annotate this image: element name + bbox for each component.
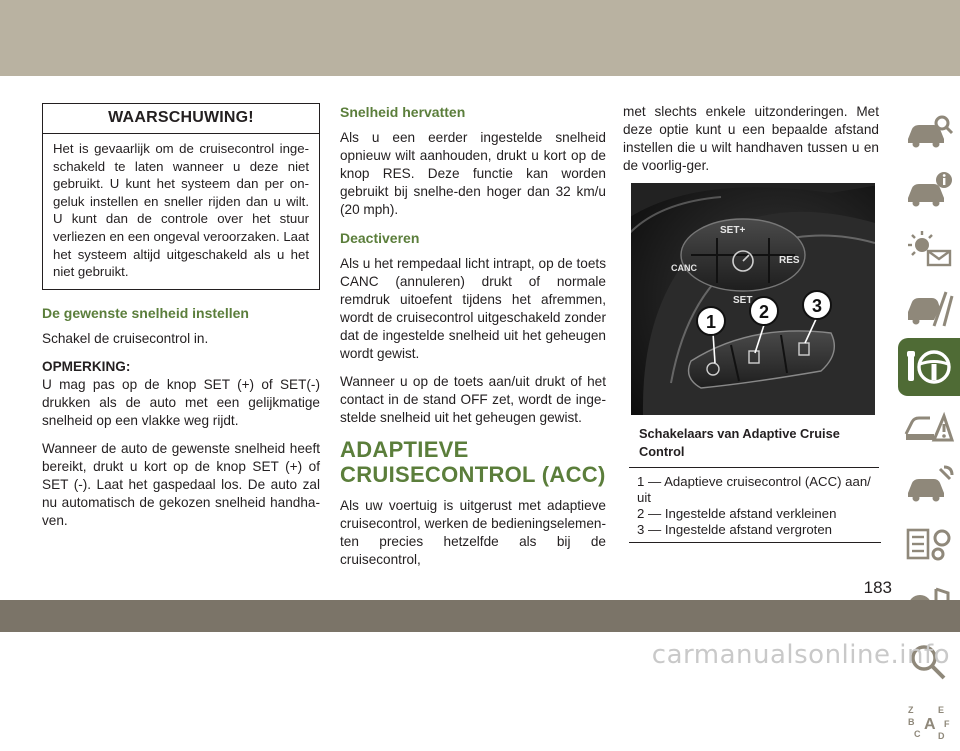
tab-emergency[interactable] <box>898 397 960 456</box>
paragraph-enable-cruise: Schakel de cruisecontrol in. <box>42 330 209 346</box>
tab-starting-operating[interactable] <box>898 338 960 397</box>
callout-1: 1 <box>705 312 717 332</box>
specs-gears-icon <box>904 524 954 564</box>
callout-3: 3 <box>811 296 823 316</box>
section-title-line2: CRUISECONTROL (ACC) <box>340 462 606 487</box>
warning-lights-envelope-icon <box>904 229 954 269</box>
paragraph-acc-continued: met slechts enkele uitzonderingen. Met deze optie kunt u een bepaalde afstand instellen die u wilt handhaven tussen u en de voorlig-ger. <box>623 104 879 173</box>
legend-divider <box>629 542 881 543</box>
label-set-plus: SET+ <box>720 225 746 236</box>
note-text: U mag pas op de knop SET (+) of SET(-) drukken als de auto met een gelijkmatige snelheid op een vlakke weg rijdt. <box>42 376 320 428</box>
heading-deactivate: Deactiveren <box>340 230 420 246</box>
svg-text:F: F <box>944 719 950 729</box>
callout-2: 2 <box>758 302 770 322</box>
steering-wheel-controls-photo <box>631 183 875 415</box>
heading-set-speed: De gewenste snelheid instellen <box>42 304 249 321</box>
steering-wheel-key-icon <box>904 347 954 387</box>
tab-alphabetical-index[interactable] <box>898 692 960 751</box>
paragraph-reach-speed: Wanneer de auto de gewenste snelheid heeft bereikt, drukt u kort op de knop SET (+) of SET (-). Laat het gaspedaal los. De auto zal nu automatisch de gekozen snelheid handha-ven. <box>42 440 320 528</box>
paragraph-resume: Als u een eerder ingestelde snelheid opnieuw wilt aanhouden, drukt u kort op de knop RES. Deze functie kan worden gebruikt bij snelhe-den hoger dan 32 km/u (20 mph). <box>340 130 606 217</box>
label-canc: CANC <box>671 263 697 273</box>
warning-box <box>42 103 320 290</box>
car-emergency-icon <box>904 406 954 446</box>
column-middle <box>340 103 606 579</box>
steering-wheel-illustration <box>631 183 875 415</box>
tab-safety[interactable] <box>898 279 960 338</box>
paragraph-deactivate-brake: Als u het rempedaal licht intrapt, op de toets CANC (annuleren) drukt of normale remdruk uitoefent tijdens het afremmen, wordt de cruisecontrol uitgeschakeld zonder dat de ingestelde snelheid uit het geheugen wordt gewist. <box>340 256 606 361</box>
label-res: RES <box>779 255 800 266</box>
svg-text:A: A <box>924 716 936 733</box>
tab-servicing[interactable] <box>898 456 960 515</box>
svg-text:B: B <box>908 717 915 727</box>
note-label: OPMERKING: <box>42 358 131 374</box>
svg-text:D: D <box>938 731 945 741</box>
tab-car-info[interactable] <box>898 161 960 220</box>
caption-divider <box>629 467 879 468</box>
warning-text: Het is gevaarlijk om de cruisecontrol inge-schakeld te laten wanneer u deze niet gebruikt. U kunt het systeem dan per on-geluk instellen en sneller rijden dan u wilt. U kunt dan de controle over het stuur verliezen en een ongeval veroorzaken. Laat het systeem altijd uitgeschakeld als u het niet gebruikt. <box>53 141 309 280</box>
svg-text:Z: Z <box>908 705 914 715</box>
column-left <box>42 103 320 540</box>
alphabet-index-icon <box>904 701 954 741</box>
watermark: carmanualsonline.info <box>651 640 950 670</box>
figure-caption-title: Schakelaars van Adaptive Cruise Control <box>639 426 840 459</box>
paragraph-acc-intro: Als uw voertuig is uitgerust met adaptieve cruisecontrol, werken de bedieningselemen-ten precies hetzelfde als bij de cruisecontrol, <box>340 498 606 567</box>
car-magnifier-icon <box>904 111 954 151</box>
section-title-acc <box>340 437 606 487</box>
car-wrench-icon <box>904 465 954 505</box>
column-right <box>623 103 879 543</box>
top-decorative-band <box>0 0 960 76</box>
tab-specifications[interactable] <box>898 515 960 574</box>
legend-item: 1 — Adaptieve cruisecontrol (ACC) aan/ uit <box>637 474 871 505</box>
legend-item: 2 — Ingestelde afstand verkleinen <box>637 506 837 521</box>
tab-warning-lights[interactable] <box>898 220 960 279</box>
figure-legend <box>637 474 879 538</box>
tab-car-magnifier[interactable] <box>898 102 960 161</box>
section-title-line1: ADAPTIEVE <box>340 437 469 462</box>
car-road-safety-icon <box>904 288 954 328</box>
bottom-decorative-band <box>0 600 960 632</box>
page-number: 183 <box>863 578 892 597</box>
paragraph-deactivate-switch: Wanneer u op de toets aan/uit drukt of het contact in de stand OFF zet, wordt de inge-stelde snelheid uit het geheugen gewist. <box>340 374 606 425</box>
note-block <box>42 358 320 430</box>
svg-text:C: C <box>914 729 921 739</box>
legend-item: 3 — Ingestelde afstand vergroten <box>637 522 833 537</box>
svg-text:E: E <box>938 705 945 715</box>
warning-title: WAARSCHUWING! <box>43 104 319 134</box>
label-set: SET <box>733 295 753 306</box>
heading-resume-speed: Snelheid hervatten <box>340 104 466 120</box>
car-info-icon <box>904 170 954 210</box>
